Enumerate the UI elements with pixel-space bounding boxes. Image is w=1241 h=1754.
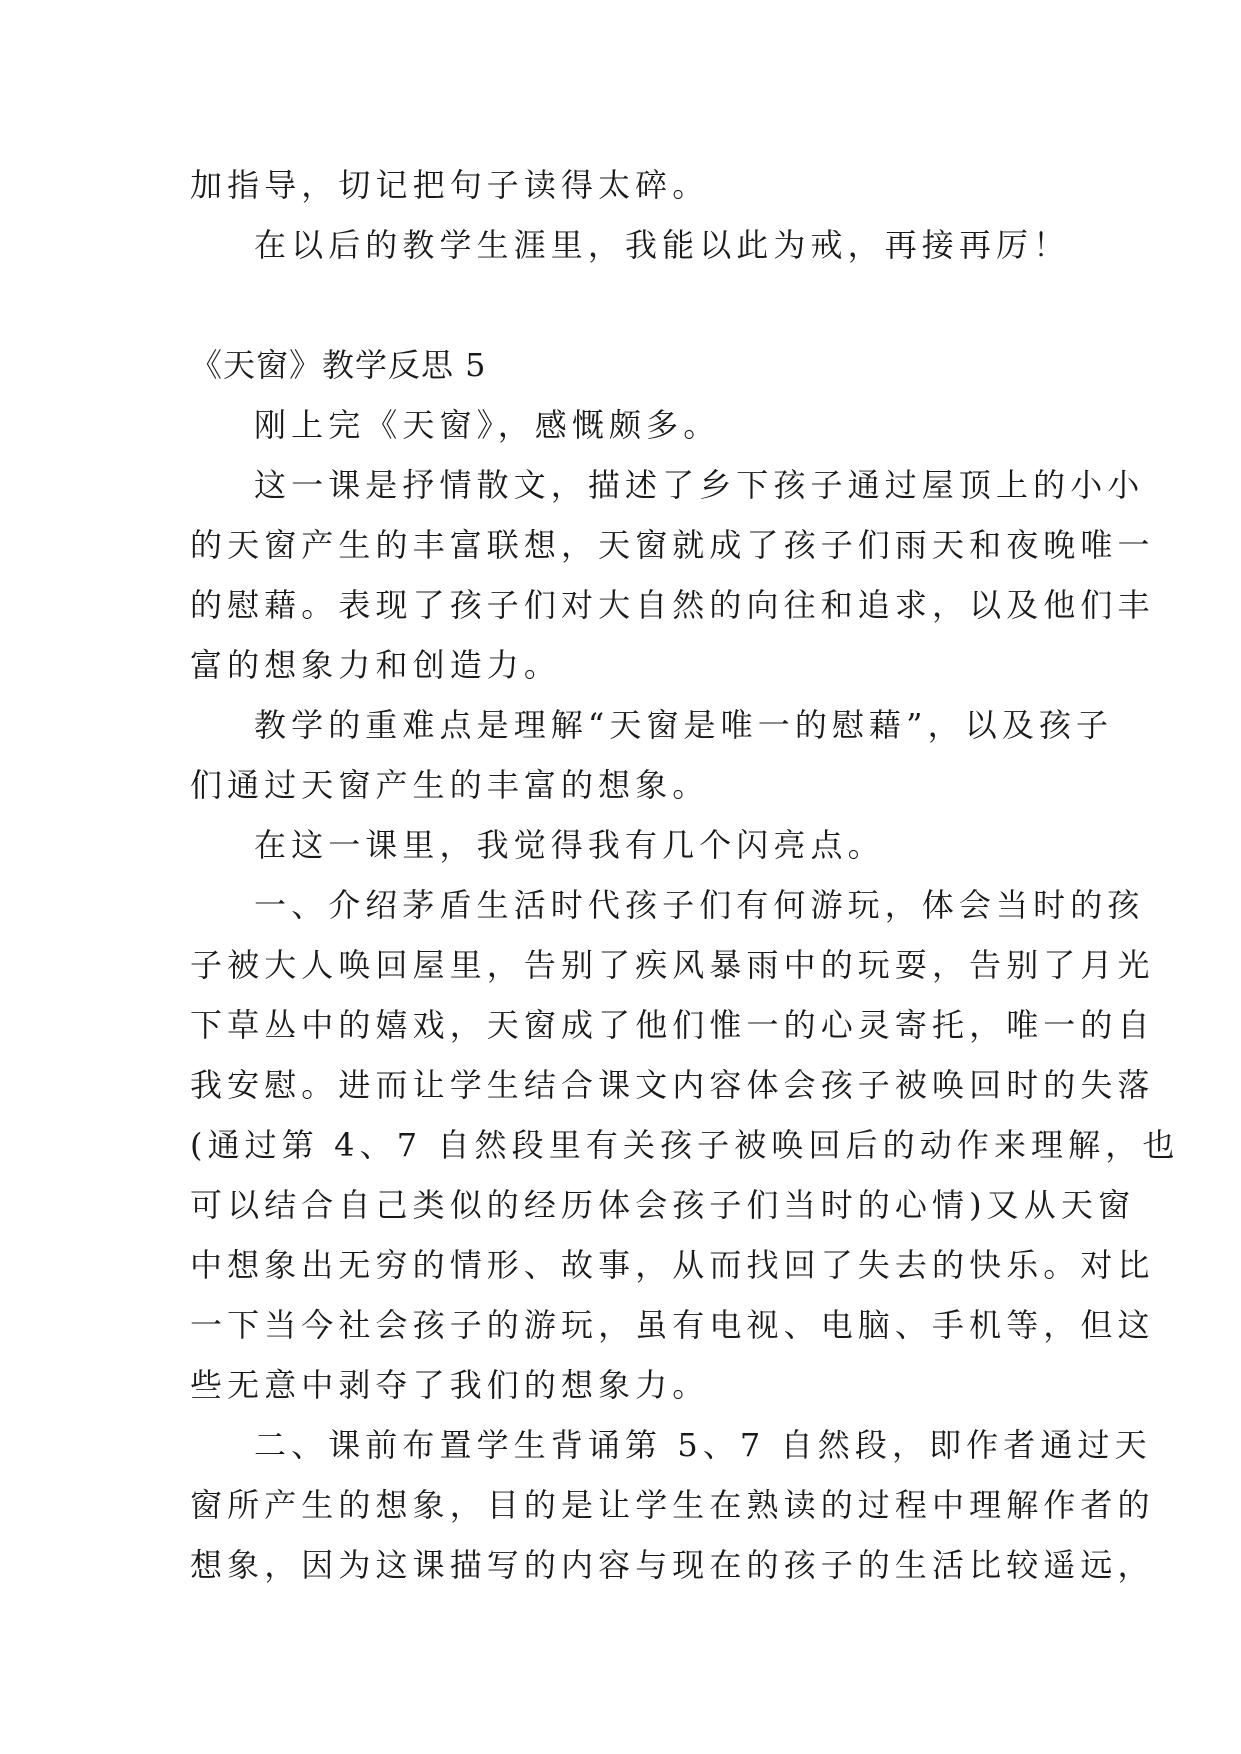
text-line: 子被大人唤回屋里，告别了疾风暴雨中的玩耍，告别了月光 — [190, 946, 1155, 984]
text-line: 窗所产生的想象，目的是让学生在熟读的过程中理解作者的 — [190, 1486, 1155, 1524]
text-line: 在以后的教学生涯里，我能以此为戒，再接再厉！ — [254, 226, 1071, 264]
text-line: 在这一课里，我觉得我有几个闪亮点。 — [254, 826, 885, 864]
section-heading: 《天窗》教学反思 5 — [190, 346, 487, 384]
text-line: 些无意中剥夺了我们的想象力。 — [190, 1366, 710, 1404]
text-line: 刚上完《天窗》，感慨颇多。 — [254, 406, 721, 444]
text-line: 的天窗产生的丰富联想，天窗就成了孩子们雨天和夜晚唯一 — [190, 526, 1155, 564]
text-line: 可以结合自己类似的经历体会孩子们当时的心情)又从天窗 — [190, 1186, 1136, 1224]
text-line: 二、课前布置学生背诵第 5、7 自然段，即作者通过天 — [254, 1426, 1152, 1464]
text-line: 一、介绍茅盾生活时代孩子们有何游玩，体会当时的孩 — [254, 886, 1145, 924]
text-line: 想象，因为这课描写的内容与现在的孩子的生活比较遥远， — [190, 1546, 1155, 1584]
text-line: 们通过天窗产生的丰富的想象。 — [190, 766, 710, 804]
text-line: 教学的重难点是理解“天窗是唯一的慰藉”，以及孩子 — [254, 706, 1114, 744]
text-line: 我安慰。进而让学生结合课文内容体会孩子被唤回时的失落 — [190, 1066, 1155, 1104]
text-line: 下草丛中的嬉戏，天窗成了他们惟一的心灵寄托，唯一的自 — [190, 1006, 1155, 1044]
text-line: 这一课是抒情散文，描述了乡下孩子通过屋顶上的小小 — [254, 466, 1145, 504]
text-line: 中想象出无穷的情形、故事，从而找回了失去的快乐。对比 — [190, 1246, 1155, 1284]
text-line: 的慰藉。表现了孩子们对大自然的向往和追求，以及他们丰 — [190, 586, 1155, 624]
text-line: 加指导，切记把句子读得太碎。 — [190, 166, 710, 204]
text-line: 富的想象力和创造力。 — [190, 646, 562, 684]
text-line: 一下当今社会孩子的游玩，虽有电视、电脑、手机等，但这 — [190, 1306, 1155, 1344]
text-line: (通过第 4、7 自然段里有关孩子被唤回后的动作来理解，也 — [190, 1126, 1180, 1164]
